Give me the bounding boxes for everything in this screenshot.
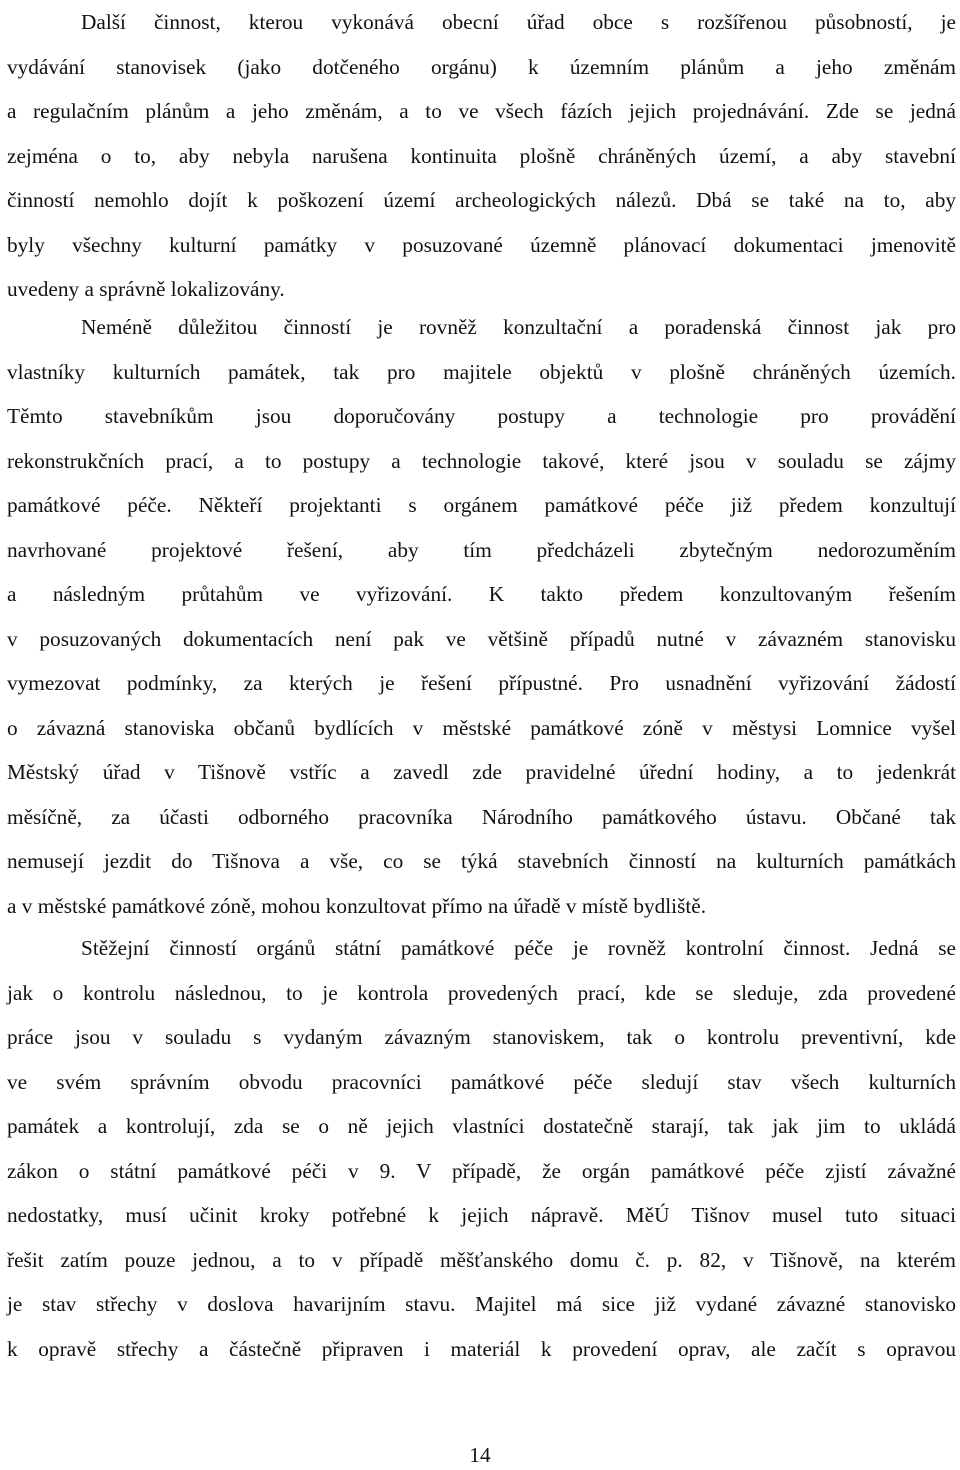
text-line: a regulačním plánům a jeho změnám, a to ve všech fázích jejich projednávání. Zde se jedná (7, 99, 956, 123)
text-line: zejména o to, aby nebyla narušena kontinuita plošně chráněných území, a aby stavební (7, 143, 956, 168)
text-line: vydávání stanovisek (jako dotčeného orgánu) k územním plánům a jeho změnám (7, 54, 956, 79)
text-line: památek a kontrolují, zda se o ně jejich vlastníci dostatečně starají, tak jak jim to ukládá (7, 1114, 956, 1138)
text-line: nemusejí jezdit do Tišnova a vše, co se týká stavebních činností na kulturních památkách (7, 849, 956, 873)
text-line: Další činnost, kterou vykonává obecní úřad obce s rozšířenou působností, je (81, 10, 956, 34)
text-line: vymezovat podmínky, za kterých je řešení přípustné. Pro usnadnění vyřizování žádostí (7, 671, 956, 695)
text-line: byly všechny kulturní památky v posuzované územně plánovací dokumentaci jmenovitě (7, 232, 956, 257)
text-line: k opravě střechy a částečně připraven i materiál k provedení oprav, ale začít s opravou (7, 1336, 956, 1361)
text-line: zákon o státní památkové péči v 9. V případě, že orgán památkové péče zjistí závažné (7, 1158, 956, 1183)
paragraph-3 (7, 926, 956, 1371)
text-line: ve svém správním obvodu pracovníci památkové péče sledují stav všech kulturních (7, 1069, 956, 1094)
page-number: 14 (469, 1443, 491, 1467)
paragraph-2 (7, 305, 956, 928)
text-line: práce jsou v souladu s vydaným závazným stanoviskem, tak o kontrolu preventivní, kde (7, 1025, 956, 1049)
text-line: Stěžejní činností orgánů státní památkové péče je rovněž kontrolní činnost. Jedná se (81, 936, 956, 960)
text-line: Městský úřad v Tišnově vstříc a zavedl zde pravidelné úřední hodiny, a to jedenkrát (7, 760, 956, 784)
text-line: rekonstrukčních prací, a to postupy a technologie takové, které jsou v souladu se zájmy (7, 448, 956, 473)
text-line: řešit zatím pouze jednou, a to v případě měšťanského domu č. p. 82, v Tišnově, na kterém (7, 1247, 956, 1272)
text-line: o závazná stanoviska občanů bydlících v městské památkové zóně v městysi Lomnice vyšel (7, 715, 956, 740)
text-line: a v městské památkové zóně, mohou konzultovat přímo na úřadě v místě bydliště. (7, 893, 707, 918)
text-line: je stav střechy v doslova havarijním stavu. Majitel má sice již vydané závazné stanovisko (7, 1292, 956, 1316)
text-line: jak o kontrolu následnou, to je kontrola provedených prací, kde se sleduje, zda provedené (7, 980, 956, 1005)
text-line: památkové péče. Někteří projektanti s orgánem památkové péče již předem konzultují (7, 493, 956, 517)
text-line: Těmto stavebníkům jsou doporučovány postupy a technologie pro provádění (7, 404, 956, 428)
text-line: měsíčně, za účasti odborného pracovníka Národního památkového ústavu. Občané tak (7, 804, 956, 829)
text-line: v posuzovaných dokumentacích není pak ve většině případů nutné v závazném stanovisku (7, 626, 956, 651)
text-line: vlastníky kulturních památek, tak pro majitele objektů v plošně chráněných územích. (7, 359, 956, 384)
text-line: činností nemohlo dojít k poškození území archeologických nálezů. Dbá se také na to, aby (7, 188, 956, 212)
text-line: uvedeny a správně lokalizovány. (7, 277, 285, 301)
paragraph-1 (7, 0, 956, 312)
text-line: a následným průtahům ve vyřizování. K takto předem konzultovaným řešením (7, 582, 956, 606)
text-line: Neméně důležitou činností je rovněž konzultační a poradenská činnost jak pro (81, 315, 956, 339)
text-line: navrhované projektové řešení, aby tím předcházeli zbytečným nedorozuměním (7, 537, 956, 562)
text-line: nedostatky, musí učinit kroky potřebné k jejich nápravě. MěÚ Tišnov musel tuto situaci (7, 1203, 956, 1227)
